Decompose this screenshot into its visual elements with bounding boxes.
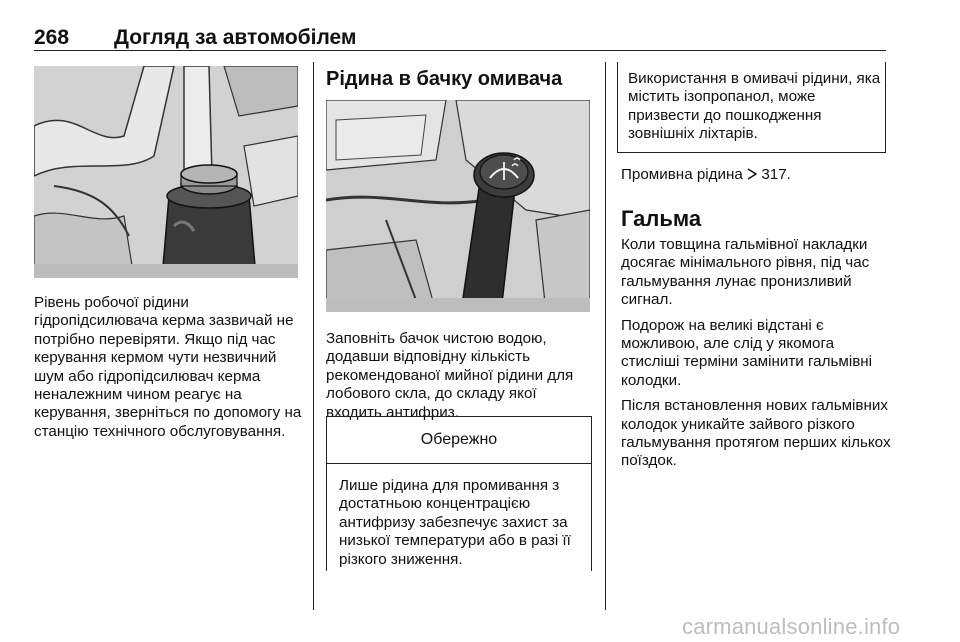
column-divider: [605, 62, 606, 610]
column-divider: [313, 62, 314, 610]
warning-box: [617, 62, 886, 153]
washer-ref-label: Промивна рідина: [621, 166, 743, 183]
page-header: [34, 26, 886, 51]
washer-reservoir-image: [326, 100, 590, 312]
watermark: carmanualsonline.info: [682, 614, 901, 639]
brakes-paragraph-3: Після встановлення нових гальмівних колодок уникайте зайвого різкого гальмування протягом перших кількох поїздок.: [621, 397, 891, 470]
caution-box: [326, 416, 592, 571]
left-column-text: [34, 294, 302, 441]
washer-ref-page[interactable]: 317.: [761, 166, 791, 183]
middle-column-text: [326, 330, 594, 422]
washer-fluid-reference: [621, 166, 891, 184]
brakes-paragraph-1: Коли товщина гальмівної накладки досягає мінімального рівня, під час гальмування лунає пронизливий сигнал.: [621, 236, 870, 309]
washer-reservoir-illustration: [326, 100, 590, 312]
power-steering-paragraph: Рівень робочої рідини гідропідсилювача керма зазвичай не потрібно перевіряти. Якщо під час керування кермом чути незвичний шум або гідропідсилювач керма неналежним чином реагує на керування, зверніться по допомогу на станцію технічного обслуговування.: [34, 294, 302, 440]
page-number: 268: [34, 26, 70, 49]
caution-title: Обережно: [327, 417, 591, 464]
section-title: Догляд за автомобілем: [114, 26, 357, 49]
warning-text: Використання в омивачі рідини, яка містить ізопропанол, може призвести до пошкодження зовнішніх ліхтарів.: [628, 70, 881, 143]
washer-fluid-paragraph: Заповніть бачок чистою водою, додавши відповідну кількість рекомендованої мийної рідини для лобового скла, до складу якої входить антифриз.: [326, 330, 574, 421]
engine-bay-illustration: [34, 66, 298, 278]
page-reference-icon: [747, 166, 761, 183]
brakes-text: [621, 236, 893, 471]
washer-fluid-heading: Рідина в бачку омивача: [326, 68, 563, 90]
power-steering-reservoir-image: [34, 66, 298, 278]
brakes-heading: Гальма: [621, 206, 702, 231]
brakes-paragraph-2: Подорож на великі відстані є можливою, але слід у якомога стисліші терміни замінити гальмівні колодки.: [621, 316, 873, 389]
caution-text: Лише рідина для промивання з достатньою концентрацією антифризу забезпечує захист за низької температури або в разі її різкого зниження.: [339, 477, 571, 568]
